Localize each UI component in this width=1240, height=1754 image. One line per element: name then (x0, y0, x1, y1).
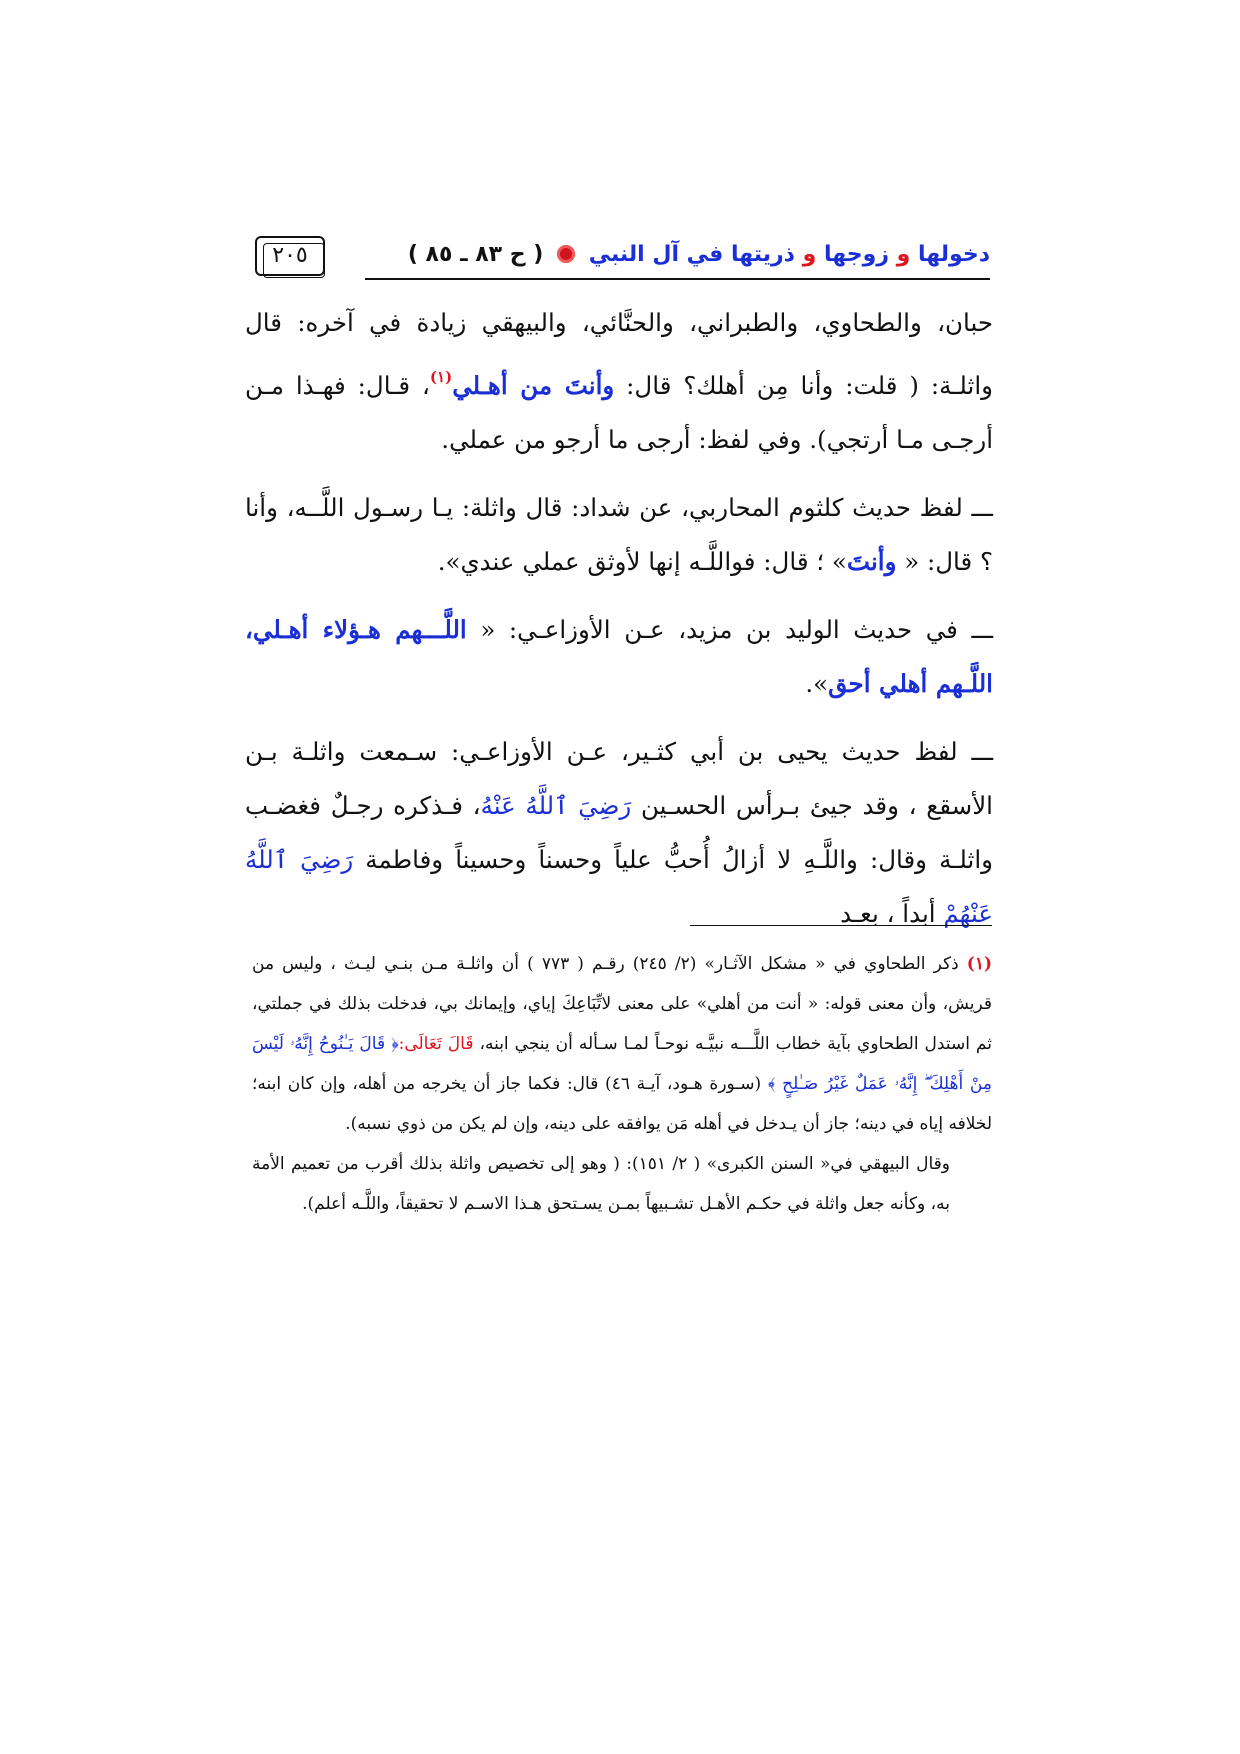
footnote (252, 944, 992, 1144)
quran-verse: ﴿ قَالَ يَـٰنُوحُ إِنَّهُۥ لَيْسَ مِنْ أَهْلِكَ ۖ إِنَّهُۥ عَمَلٌ غَيْرُ صَـٰلِحٍ ﴾ (252, 1034, 992, 1094)
hadith-quote: وأنتَ (846, 547, 897, 576)
paragraph (245, 603, 993, 711)
text-run: ـــ في حديث الوليد بن مزيد، عـن الأوزاعـي: « (466, 615, 993, 644)
text-run: أبداً ، بعـد (840, 899, 944, 928)
salawat-seal-icon (557, 245, 575, 263)
page-number: ٢٠٥ (255, 236, 325, 276)
text-run: ـــ لفظ حديث كلثوم المحاربي، عن شداد: قال واثلة: يـا رسـول اللَّــه، وأنا ؟ قال: « (245, 493, 993, 576)
text-run: » ؛ قال: فواللَّـه إنها لأوثق عملي عندي». (437, 547, 847, 576)
footnotes (252, 944, 992, 1224)
footnote-number: (١) (966, 954, 992, 974)
main-text (245, 296, 993, 955)
text-run: حبان، والطحاوي، والطبراني، والحنَّائي، والبيهقي زيادة في آخره: قال واثلـة: ( قلت: وأنا مِن أهلك؟ قال: (245, 308, 993, 400)
paragraph (245, 481, 993, 589)
paragraph (245, 725, 993, 941)
header-title (408, 242, 990, 267)
honorific: رَضِيَ ٱللَّهُ عَنْهُمْ (245, 845, 993, 928)
text-run: ، قـال: فهـذا مـن أرجـى مـا أرتجي). وفي لفظ: أرجى ما أرجو من عملي. (245, 371, 993, 454)
text-run: ـــ لفظ حديث يحيى بن أبي كثـير، عـن الأوزاعـي: سـمعت واثلـة بـن الأسقع ، وقد جيئ بـرأس الحسـين (245, 737, 993, 820)
header-title-word: زوجها (824, 242, 889, 267)
footnote-continuation: وقال البيهقي في« السنن الكبرى» ( ٢/ ١٥١): ( وهو إلى تخصيص واثلة بذلك أقرب من تعميم الأمة به، وكأنه جعل واثلة في حكـم الأهـل تشـبيهاً بمـن يسـتحق هـذا الاسـم لا تحقيقاً، واللَّـه أعلم). (252, 1154, 951, 1214)
header-title-conjunction: و (896, 242, 911, 267)
quran-intro: قَالَ تَعَالَى: (398, 1034, 474, 1054)
header-underline (365, 278, 990, 280)
hadith-range: ( ح ٨٣ ـ ٨٥ ) (407, 242, 544, 267)
footnote-separator (690, 925, 992, 926)
hadith-quote: وأنتَ من أهـلي (452, 371, 615, 400)
text-run: (سـورة هـود، آيـة ٤٦) قال: فكما جاز أن يخرجه من أهله، وإن كان ابنه؛ لخلافه إياه في دينه؛ جاز أن يـدخل في أهله مَن يوافقه على دينه، وإن لم يكن من ذوي نسبه). (252, 1074, 992, 1134)
text-run: ، فـذكره رجـلٌ فغضـب واثلـة وقال: واللَّـهِ لا أزالُ أُحبُّ علياً وحسناً وحسيناً وفاطمة (245, 791, 993, 874)
header-title-word: ذريتها في آل النبي (588, 242, 795, 267)
honorific: رَضِيَ ٱللَّهُ عَنْهُ (480, 791, 632, 820)
text-run: ». (805, 669, 829, 698)
text-run: ذكر الطحاوي في « مشكل الآثـار» (٢/ ٢٤٥) رقـم ( ٧٧٣ ) أن واثلـة مـن بنـي ليـث ، وليس من قريش، وأن معنى قوله: « أنت من أهلي» على معنى لاتِّبَاعِكَ إياي، وإيمانك بي، فدخلت بذلك في جملتي، ثم استدل الطحاوي بآية خطاب اللَّـــه نبيَّـه نوحـاً لمـا سـأله أن ينجي ابنه، (252, 954, 992, 1054)
paragraph (245, 296, 993, 467)
footnote-ref[interactable]: (١) (429, 368, 453, 386)
header-title-conjunction: و (802, 242, 817, 267)
running-header (255, 236, 990, 284)
header-title-word: دخولها (918, 242, 990, 267)
hadith-quote: اللَّـــهم هـؤلاء أهـلي، اللَّـهم أهلي أحق (245, 615, 993, 698)
